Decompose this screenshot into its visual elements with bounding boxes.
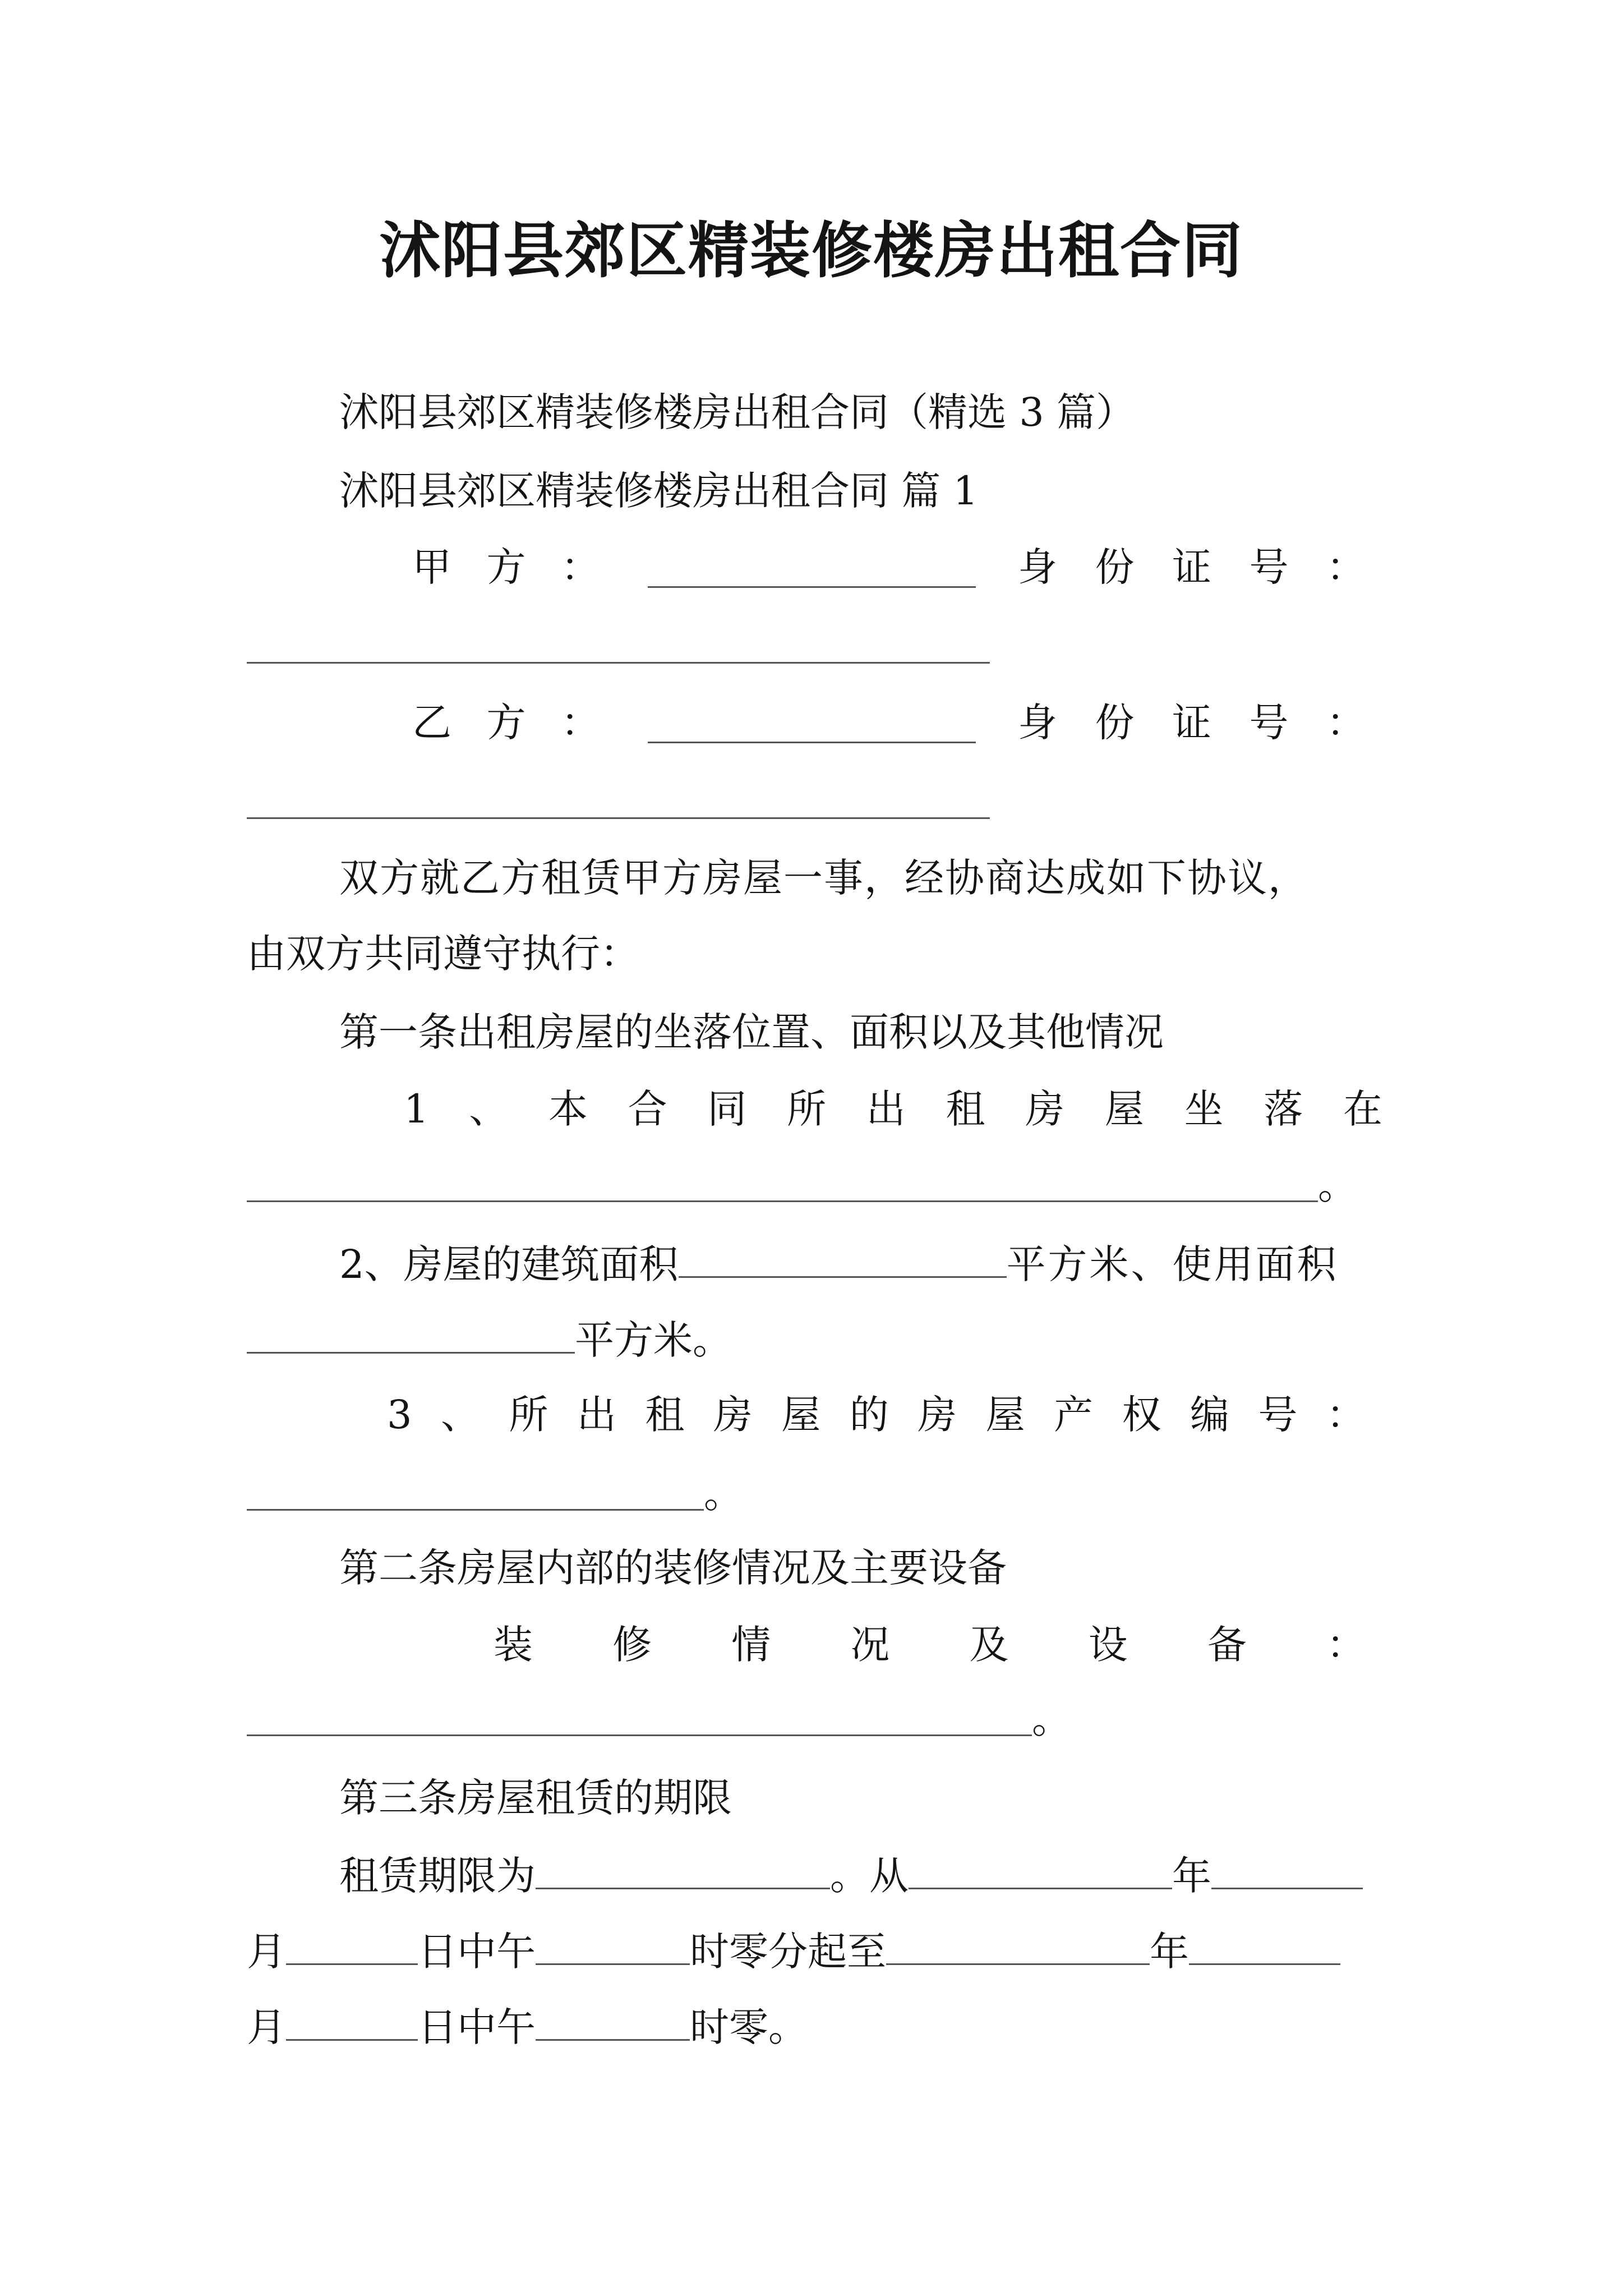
item-1-char: 出	[866, 1086, 906, 1132]
item-1-char: 屋	[1104, 1086, 1144, 1132]
article-1-item-2-cont	[247, 1317, 732, 1363]
month-label: 月	[247, 1929, 286, 1975]
item-3-char: 房	[917, 1392, 957, 1438]
party-b-id-blank[interactable]	[247, 817, 990, 819]
lease-term-line-2	[247, 1929, 1340, 1975]
party-a-id-char: 号	[1249, 544, 1289, 590]
end-year-blank[interactable]	[886, 1930, 1150, 1965]
party-b-char: 方	[486, 700, 526, 746]
noon-label: 日中午	[418, 1929, 536, 1975]
end-day-blank[interactable]	[286, 2005, 418, 2041]
decoration-blank[interactable]	[247, 1734, 1032, 1736]
party-a-id-char: ：	[1326, 544, 1366, 590]
item-1-char: 1	[404, 1086, 429, 1132]
item-1-char: 在	[1343, 1086, 1382, 1132]
end-hour-blank[interactable]	[536, 2005, 690, 2041]
until-label: 时零分起至	[690, 1929, 886, 1975]
party-b-char: ：	[561, 700, 600, 746]
item-1-char: 合	[628, 1086, 667, 1132]
party-a-id-label	[1018, 544, 1366, 590]
article-1-item-3	[387, 1392, 1366, 1438]
party-b-id-char: 号	[1249, 700, 1289, 746]
start-hour-blank[interactable]	[536, 1930, 690, 1965]
item-3-char: 3	[387, 1392, 412, 1438]
start-month-blank-a[interactable]	[1211, 1854, 1363, 1889]
party-a-id-blank[interactable]	[247, 662, 990, 664]
property-number-blank[interactable]	[247, 1509, 704, 1511]
item-3-char: 编	[1189, 1392, 1229, 1438]
start-day-blank[interactable]	[286, 1930, 418, 1965]
party-a-label	[412, 544, 600, 590]
item-1-char: 同	[707, 1086, 747, 1132]
item-3-char: 出	[577, 1392, 616, 1438]
item-1-char: 坐	[1184, 1086, 1224, 1132]
item-3-char: 号	[1258, 1392, 1298, 1438]
article-2-title: 第二条房屋内部的装修情况及主要设备	[339, 1545, 1007, 1591]
month-label: 月	[247, 2004, 286, 2050]
party-a-id-char: 身	[1018, 544, 1057, 590]
party-a-id-char: 证	[1172, 544, 1211, 590]
lease-term-line-3	[247, 2004, 808, 2050]
decoration-char: 设	[1088, 1622, 1128, 1668]
heading-collection: 沭阳县郊区精装修楼房出租合同（精选 3 篇）	[339, 389, 1136, 435]
lease-term-label: 租赁期限为	[339, 1853, 536, 1899]
start-year-blank[interactable]	[909, 1854, 1172, 1889]
party-b-id-char: ：	[1326, 700, 1366, 746]
usable-area-label: 平方米、使用面积	[1006, 1241, 1339, 1287]
decoration-char: ：	[1326, 1622, 1366, 1668]
item-3-char: 权	[1122, 1392, 1161, 1438]
decoration-period: 。	[1032, 1696, 1071, 1742]
item-3-char: ：	[1326, 1392, 1366, 1438]
lease-term-blank[interactable]	[536, 1854, 830, 1889]
decoration-char: 及	[969, 1622, 1009, 1668]
noon-label: 日中午	[418, 2004, 536, 2050]
hour-end-label: 时零。	[690, 2004, 808, 2050]
article-1-title: 第一条出租房屋的坐落位置、面积以及其他情况	[339, 1009, 1164, 1055]
article-1-item-1	[404, 1086, 1382, 1132]
location-period: 。	[1318, 1162, 1357, 1208]
item-3-char: 产	[1054, 1392, 1094, 1438]
party-a-char: 甲	[412, 544, 451, 590]
item-3-char: 房	[713, 1392, 753, 1438]
party-a-name-blank[interactable]	[648, 586, 976, 588]
item-1-char: 所	[787, 1086, 827, 1132]
party-b-char: 乙	[412, 700, 451, 746]
party-a-id-char: 份	[1095, 544, 1135, 590]
party-a-char: 方	[486, 544, 526, 590]
heading-part-1: 沭阳县郊区精装修楼房出租合同 篇 1	[339, 468, 979, 514]
intro-line-1: 双方就乙方租赁甲方房屋一事，经协商达成如下协议，	[339, 855, 1308, 901]
building-area-blank[interactable]	[679, 1243, 1007, 1278]
party-b-id-char: 份	[1095, 700, 1135, 746]
usable-area-blank[interactable]	[247, 1318, 575, 1354]
item-1-char: 落	[1264, 1086, 1303, 1132]
property-number-period: 。	[704, 1471, 743, 1517]
year-label: 年	[1150, 1929, 1189, 1975]
item-1-char: 本	[548, 1086, 588, 1132]
intro-line-2: 由双方共同遵守执行：	[247, 931, 639, 977]
from-label: 。从	[830, 1853, 909, 1899]
decoration-label	[494, 1622, 1366, 1668]
document-title: 沭阳县郊区精装修楼房出租合同	[379, 215, 1243, 286]
party-b-id-char: 证	[1172, 700, 1211, 746]
item-3-char: 、	[441, 1392, 480, 1438]
building-area-label: 2、房屋的建筑面积	[339, 1241, 679, 1287]
party-b-id-label	[1018, 700, 1366, 746]
item-3-char: 屋	[985, 1392, 1025, 1438]
party-b-label	[412, 700, 600, 746]
decoration-char: 情	[731, 1622, 771, 1668]
party-a-char: ：	[561, 544, 600, 590]
decoration-char: 装	[494, 1622, 533, 1668]
year-label: 年	[1172, 1853, 1211, 1899]
lease-term-line-1	[339, 1853, 1363, 1899]
party-b-name-blank[interactable]	[648, 742, 976, 743]
article-3-title: 第三条房屋租赁的期限	[339, 1775, 732, 1821]
item-1-char: 房	[1025, 1086, 1065, 1132]
location-blank[interactable]	[247, 1200, 1318, 1202]
item-3-char: 屋	[781, 1392, 821, 1438]
party-b-id-char: 身	[1018, 700, 1057, 746]
item-3-char: 租	[645, 1392, 685, 1438]
decoration-char: 况	[850, 1622, 890, 1668]
item-1-char: 租	[946, 1086, 985, 1132]
item-3-char: 的	[849, 1392, 889, 1438]
decoration-char: 修	[612, 1622, 652, 1668]
usable-area-unit: 平方米。	[575, 1317, 732, 1363]
end-month-blank[interactable]	[1189, 1930, 1340, 1965]
item-1-char: 、	[469, 1086, 509, 1132]
decoration-char: 备	[1207, 1622, 1247, 1668]
article-1-item-2	[339, 1241, 1339, 1287]
item-3-char: 所	[509, 1392, 548, 1438]
